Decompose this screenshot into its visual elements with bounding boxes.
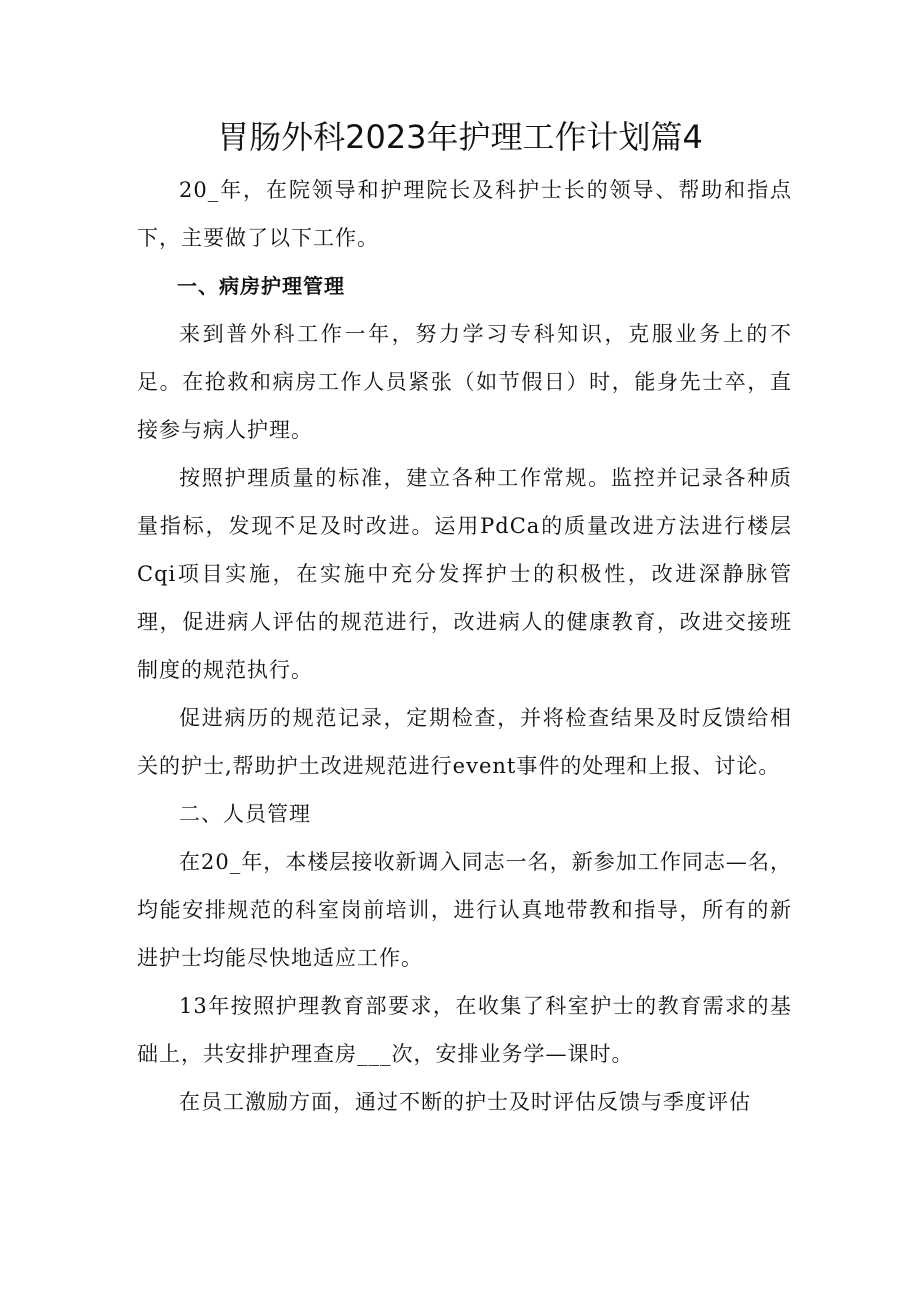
document-body [137, 166, 792, 1126]
paragraph: 13年按照护理教育部要求，在收集了科室护士的教育需求的基础上，共安排护理查房___次，安排业务学—课时。 [137, 994, 792, 1066]
paragraph: 在员工激励方面，通过不断的护士及时评估反馈与季度评估 [179, 1090, 751, 1114]
paragraph: 促进病历的规范记录，定期检查，并将检查结果及时反馈给相关的护士,帮助护土改进规范进行event事件的处理和上报、讨论。 [137, 706, 792, 778]
intro-paragraph: 20_年，在院领导和护理院长及科护士长的领导、帮助和指点下，主要做了以下工作。 [137, 178, 792, 250]
section-heading-staff-management: 二、人员管理 [179, 802, 311, 826]
document-title: 胃肠外科2023年护理工作计划篇4 [217, 118, 703, 156]
paragraph: 在20_年，本楼层接收新调入同志一名，新参加工作同志—名，均能安排规范的科室岗前培训，进行认真地带教和指导，所有的新进护士均能尽快地适应工作。 [137, 850, 792, 970]
section-heading-ward-management: 一、病房护理管理 [177, 274, 345, 298]
paragraph: 按照护理质量的标准，建立各种工作常规。监控并记录各种质量指标，发现不足及时改进。运用PdCa的质量改进方法进行楼层Cqi项目实施，在实施中充分发挥护士的积极性，改进深静脉管理，促进病人评估的规范进行，改进病人的健康教育，改进交接班制度的规范执行。 [137, 466, 792, 682]
paragraph: 来到普外科工作一年，努力学习专科知识，克服业务上的不足。在抢救和病房工作人员紧张（如节假日）时，能身先士卒，直接参与病人护理。 [137, 322, 792, 442]
